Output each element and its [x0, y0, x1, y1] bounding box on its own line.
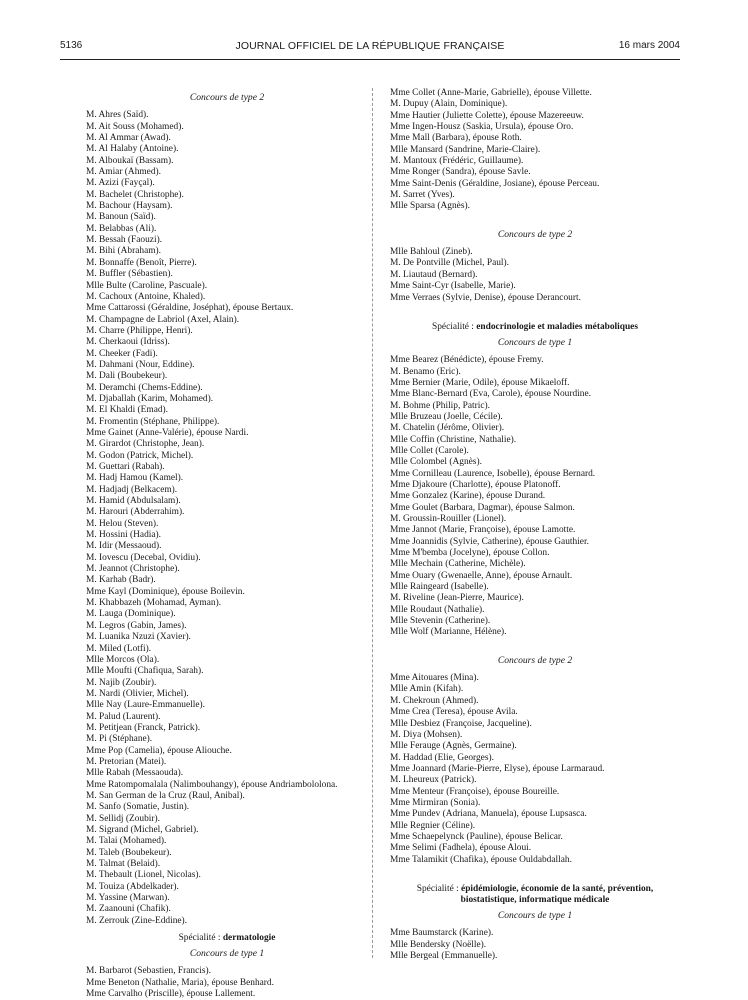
list-item: M. Liautaud (Bernard).	[390, 269, 478, 280]
list-item: M. Zerrouk (Zine-Eddine).	[86, 915, 188, 926]
list-item: Mme Menteur (Françoise), épouse Boureille.	[390, 786, 560, 797]
list-item: M. Charre (Philippe, Henri).	[86, 325, 193, 336]
page-number: 5136	[60, 40, 83, 51]
list-item: Mlle Bendersky (Noëlle).	[390, 939, 487, 950]
list-item: Mme Bearez (Bénédicte), épouse Fremy.	[390, 355, 544, 366]
list-item: M. Champagne de Labriol (Axel, Alain).	[86, 314, 240, 325]
list-item: M. Bonnaffe (Benoît, Pierre).	[86, 257, 197, 268]
specialty-prefix: Spécialité :	[432, 321, 474, 332]
list-item: Mme Ouary (Gwenaelle, Anne), épouse Arnault.	[390, 570, 573, 581]
list-item: M. Pretorian (Matei).	[86, 756, 167, 767]
list-item: M. Diya (Mohsen).	[390, 729, 463, 740]
list-item: M. Chatelin (Jérôme, Olivier).	[390, 423, 505, 434]
list-item: Mlle Sparsa (Agnès).	[390, 201, 470, 212]
specialty-prefix: Spécialité :	[416, 883, 459, 894]
publication-date: 16 mars 2004	[618, 40, 680, 51]
list-item: Mme Cattarossi (Géraldine, Joséphat), épouse Bertaux.	[86, 303, 294, 314]
list-item: M. Haddad (Elie, Georges).	[390, 752, 494, 763]
list-item: M. Luanika Nzuzi (Xavier).	[86, 632, 191, 643]
list-item: Mlle Collet (Carole).	[390, 445, 469, 456]
journal-title: JOURNAL OFFICIEL DE LA RÉPUBLIQUE FRANÇAISE	[235, 40, 505, 52]
list-item: M. Sarret (Yves).	[390, 190, 455, 201]
list-item: Mme Aitouares (Mina).	[390, 673, 479, 684]
list-item: Mme Saint-Denis (Géraldine, Josiane), épouse Perceau.	[390, 178, 600, 189]
list-item: Mme Blanc-Bernard (Eva, Carole), épouse Nourdine.	[390, 389, 591, 400]
list-item: Mlle Coffin (Christine, Nathalie).	[390, 434, 517, 445]
list-item: Mme Gonzalez (Karine), épouse Durand.	[390, 491, 546, 502]
specialty-heading	[390, 322, 680, 333]
section-title: Concours de type 2	[189, 92, 265, 103]
list-item: M. Karhab (Badr).	[86, 575, 156, 586]
list-item: M. Chekroun (Ahmed).	[390, 695, 479, 706]
list-item: Mlle Colombel (Agnès).	[390, 457, 482, 468]
list-item: Mme Saint-Cyr (Isabelle, Marie).	[390, 281, 516, 292]
list-item: Mme Crea (Teresa), épouse Avila.	[390, 707, 518, 718]
list-item: M. Palud (Laurent).	[86, 711, 161, 722]
list-item: M. Mantoux (Frédéric, Guillaume).	[390, 156, 524, 167]
list-item: Mme Pop (Camelia), épouse Aliouche.	[86, 745, 232, 756]
list-item: Mme Schaepelynck (Pauline), épouse Belicar.	[390, 831, 563, 842]
list-item: Mme Kayl (Dominique), épouse Boilevin.	[86, 586, 245, 597]
list-item: M. Amiar (Ahmed).	[86, 167, 161, 178]
list-item: M. Hadjadj (Belkacem).	[86, 484, 178, 495]
list-item: Mme Ronger (Sandra), épouse Savle.	[390, 167, 531, 178]
list-item: Mme Cornilleau (Laurence, Isobelle), épouse Bernard.	[390, 468, 596, 479]
list-item: M. Al Halaby (Antoine).	[86, 144, 179, 155]
list-item: Mme Carvalho (Priscille), épouse Lallement.	[86, 989, 256, 1000]
list-item: M. Thebault (Lionel, Nicolas).	[86, 870, 201, 881]
list-item: Mme Djakoure (Charlotte), épouse Platonoff.	[390, 479, 561, 490]
section-title: Concours de type 1	[497, 336, 573, 348]
specialty-name: épidémiologie, économie de la santé, prévention,	[461, 883, 654, 894]
list-item: Mlle Stevenin (Catherine).	[390, 616, 491, 627]
list-item: M. Barbarot (Sebastien, Francis).	[86, 966, 211, 977]
list-item: Mlle Bruzeau (Joelle, Cécile).	[390, 411, 503, 422]
list-item: Mme Goulet (Barbara, Dagmar), épouse Salmon.	[390, 502, 575, 513]
list-item: M. Cachoux (Antoine, Khaled).	[86, 291, 206, 302]
list-item: M. Girardot (Christophe, Jean).	[86, 439, 205, 450]
list-item: Mme Mall (Barbara), épouse Roth.	[390, 133, 522, 144]
list-item: M. Harouri (Abderrahim).	[86, 507, 185, 518]
specialty-name: endocrinologie et maladies métaboliques	[476, 321, 638, 332]
list-item: M. Riveline (Jean-Pierre, Maurice).	[390, 593, 524, 604]
list-item: M. Talmat (Belaid).	[86, 859, 161, 870]
list-item: Mlle Roudaut (Nathalie).	[390, 604, 485, 615]
list-item: Mlle Regnier (Céline).	[390, 820, 476, 831]
list-item: Mme Selimi (Fadhela), épouse Aloui.	[390, 843, 532, 854]
list-item: M. Bachelet (Christophe).	[86, 189, 184, 200]
list-item: M. Sanfo (Somatie, Justin).	[86, 802, 190, 813]
specialty-name-cont: biostatistique, informatique médicale	[460, 894, 610, 905]
left-column	[86, 88, 368, 1000]
list-item: M. Dupuy (Alain, Dominique).	[390, 99, 508, 110]
list-item: M. Azizi (Fayçal).	[86, 178, 155, 189]
list-item: M. Ahres (Saïd).	[86, 110, 149, 121]
list-item: M. Pi (Stéphane).	[86, 734, 153, 745]
specialty-heading	[86, 933, 368, 944]
list-item: M. Djaballah (Karim, Mohamed).	[86, 393, 214, 404]
list-item: M. Miled (Lotfi).	[86, 643, 152, 654]
list-item: M. Sigrand (Michel, Gabriel).	[86, 825, 199, 835]
name-list	[390, 673, 680, 866]
list-item: Mlle Raingeard (Isabelle).	[390, 582, 489, 593]
list-item: Mme Bernier (Marie, Odile), épouse Mikaeloff.	[390, 377, 570, 388]
specialty-name: dermatologie	[222, 933, 276, 944]
list-item: Mme Verraes (Sylvie, Denise), épouse Derancourt.	[390, 292, 581, 303]
specialty-heading	[390, 884, 680, 906]
list-item: Mme Gainet (Anne-Valérie), épouse Nardi.	[86, 427, 249, 438]
list-item: M. Khabbazeh (Mohamad, Ayman).	[86, 598, 222, 609]
list-item: Mme Ratompomalala (Nalimbouhangy), épouse Andriambololona.	[86, 779, 338, 790]
list-item: M. Helou (Steven).	[86, 518, 159, 529]
name-list	[86, 110, 368, 927]
list-item: M. Banoun (Saïd).	[86, 212, 156, 223]
list-item: M. Yassine (Marwan).	[86, 893, 170, 904]
list-item: M. Nardi (Olivier, Michel).	[86, 688, 189, 699]
section-title: Concours de type 2	[497, 228, 573, 240]
list-item: Mlle Amin (Kifah).	[390, 684, 464, 695]
list-item: M. Guettari (Rabah).	[86, 462, 165, 472]
list-item: M. Iovescu (Decebal, Ovidiu).	[86, 552, 201, 563]
specialty-prefix: Spécialité :	[178, 933, 221, 944]
list-item: Mme Jannot (Marie, Françoise), épouse Lamotte.	[390, 525, 576, 536]
header-rule	[60, 59, 680, 60]
list-item: M. Talai (Mohamed).	[86, 836, 167, 847]
list-item: Mme Mirmiran (Sonia).	[390, 797, 481, 808]
list-item: Mme Ingen-Housz (Saskia, Ursula), épouse Oro.	[390, 122, 574, 133]
list-item: Mme Talamikit (Chafika), épouse Ouldabdallah.	[390, 854, 572, 865]
section-title: Concours de type 2	[497, 654, 573, 666]
list-item: Mlle Morcos (Ola).	[86, 654, 160, 665]
list-item: M. Legros (Gabin, James).	[86, 620, 187, 631]
name-list	[390, 355, 680, 639]
list-item: M. De Pontville (Michel, Paul).	[390, 258, 509, 269]
list-item: M. Deramchi (Chems-Eddine).	[86, 382, 203, 393]
right-column	[390, 88, 680, 962]
list-item: M. Al Ammar (Awad).	[86, 133, 171, 144]
list-item: M. Najib (Zoubir).	[86, 677, 157, 688]
list-item: Mme Baumstarck (Karine).	[390, 928, 494, 939]
list-item: M. Bohme (Philip, Patric).	[390, 400, 490, 411]
list-item: Mme Beneton (Nathalie, Maria), épouse Benhard.	[86, 977, 274, 988]
list-item: M. Idir (Messaoud).	[86, 541, 162, 552]
list-item: M. Hadj Hamou (Kamel).	[86, 473, 184, 484]
list-item: M. Petitjean (Franck, Patrick).	[86, 722, 201, 733]
list-item: M. Buffler (Sébastien).	[86, 269, 173, 280]
section-title: Concours de type 1	[189, 948, 265, 960]
name-list	[86, 966, 368, 1000]
list-item: Mme Pundev (Adriana, Manuela), épouse Lupsasca.	[390, 809, 587, 820]
list-item: Mme M'bemba (Jocelyne), épouse Collon.	[390, 548, 550, 559]
page-header	[60, 40, 680, 58]
list-item: M. Sellidj (Zoubir).	[86, 813, 160, 824]
list-item: M. Bessah (Faouzi).	[86, 235, 163, 246]
list-item: Mlle Bahloul (Zineb).	[390, 247, 473, 258]
list-item: Mme Joannard (Marie-Pierre, Elyse), épouse Larmaraud.	[390, 763, 605, 774]
name-list	[390, 88, 680, 213]
list-item: Mlle Rabah (Messaouda).	[86, 768, 184, 779]
list-item: M. Belabbas (Ali).	[86, 223, 157, 234]
name-list	[390, 247, 680, 304]
list-item: Mlle Bulte (Caroline, Pascuale).	[86, 280, 208, 291]
list-item: M. Benamo (Eric).	[390, 366, 461, 377]
list-item: M. Godon (Patrick, Michel).	[86, 450, 194, 461]
column-divider	[372, 88, 373, 958]
list-item: M. Touiza (Abdelkader).	[86, 881, 179, 892]
list-item: M. Taleb (Boubekeur).	[86, 847, 172, 858]
list-item: Mlle Desbiez (Françoise, Jacqueline).	[390, 718, 532, 729]
list-item: M. Fromentin (Stéphane, Philippe).	[86, 416, 220, 427]
list-item: M. Dali (Boubekeur).	[86, 371, 168, 382]
list-item: M. Lauga (Dominique).	[86, 609, 176, 620]
list-item: M. Bachour (Haysam).	[86, 201, 173, 212]
list-item: M. Zaanouni (Chafik).	[86, 904, 171, 915]
list-item: M. San German de la Cruz (Raul, Anibal).	[86, 790, 245, 801]
list-item: M. Lheureux (Patrick).	[390, 775, 477, 786]
list-item: M. Alboukaï (Bassam).	[86, 155, 174, 166]
list-item: Mme Collet (Anne-Marie, Gabrielle), épouse Villette.	[390, 88, 592, 98]
list-item: Mlle Nay (Laure-Emmanuelle).	[86, 700, 205, 711]
list-item: Mlle Moufti (Chafiqua, Sarah).	[86, 666, 204, 677]
list-item: M. Jeannot (Christophe).	[86, 564, 180, 575]
list-item: M. Cheeker (Fadi).	[86, 348, 158, 359]
list-item: Mme Hautier (Juliette Colette), épouse Mazereeuw.	[390, 110, 584, 121]
list-item: M. Ait Souss (Mohamed).	[86, 121, 184, 132]
list-item: M. Hamid (Abdulsalam).	[86, 496, 181, 507]
list-item: Mlle Ferauge (Agnès, Germaine).	[390, 741, 517, 752]
list-item: Mlle Mansard (Sandrine, Marie-Claire).	[390, 144, 541, 155]
name-list	[390, 928, 680, 962]
list-item: Mlle Bergeal (Emmanuelle).	[390, 951, 498, 961]
list-item: Mlle Wolf (Marianne, Hélène).	[390, 627, 507, 638]
list-item: M. Bihi (Abraham).	[86, 246, 161, 257]
list-item: M. Hossini (Hadia).	[86, 530, 161, 541]
list-item: M. Groussin-Rouiller (Lionel).	[390, 514, 507, 524]
section-title: Concours de type 1	[497, 909, 573, 921]
list-item: Mme Joannidis (Sylvie, Catherine), épouse Gauthier.	[390, 536, 589, 547]
list-item: M. Dahmani (Nour, Eddine).	[86, 359, 195, 370]
list-item: M. El Khaldi (Emad).	[86, 405, 169, 416]
list-item: M. Cherkaoui (Idriss).	[86, 337, 170, 348]
list-item: Mlle Mechain (Catherine, Michèle).	[390, 559, 526, 570]
